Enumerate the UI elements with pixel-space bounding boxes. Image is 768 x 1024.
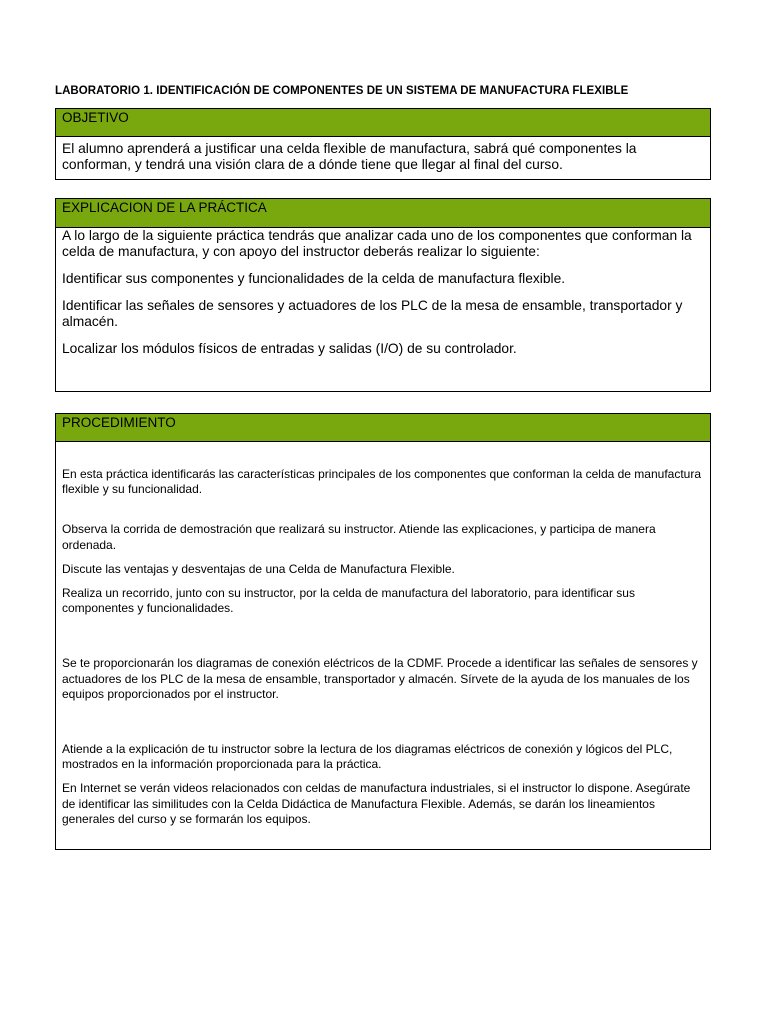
procedimiento-paragraph: En esta práctica identificarás las características principales de los componentes que conforman la celda de manufactura flexible y su funcionalidad. [62,467,702,497]
explicacion-paragraph: Localizar los módulos físicos de entradas y salidas (I/O) de su controlador. [62,341,517,356]
procedimiento-paragraph: Se te proporcionarán los diagramas de conexión eléctricos de la CDMF. Procede a identificar las señales de sensores y actuadores de los PLC de la mesa de ensamble, transportador y almacén. Sírvete de la ayuda de los manuales de los equipos proporcionados por el instructor. [62,656,698,701]
procedimiento-paragraph: Atiende a la explicación de tu instructor sobre la lectura de los diagramas eléctricos de conexión y lógicos del PLC, mostrados en la información proporcionada para la práctica. [62,742,673,772]
explicacion-paragraph: A lo largo de la siguiente práctica tendrás que analizar cada uno de los componentes que conforman la celda de manufactura, y con apoyo del instructor deberás realizar lo siguiente: [62,228,692,259]
explicacion-paragraph: Identificar las señales de sensores y actuadores de los PLC de la mesa de ensamble, transportador y almacén. [62,298,683,329]
procedimiento-paragraph: Realiza un recorrido, junto con su instructor, por la celda de manufactura del laboratorio, para identificar sus componentes y funcionalidades. [62,586,635,616]
procedimiento-header: PROCEDIMIENTO [56,414,710,442]
procedimiento-paragraph: Observa la corrida de demostración que realizará su instructor. Atiende las explicaciones, y participa de manera ordenada. [62,522,656,552]
objetivo-paragraph: El alumno aprenderá a justificar una celda flexible de manufactura, sabrá qué componentes la conforman, y tendrá una visión clara de a dónde tiene que llegar al final del curso. [62,141,637,172]
explicacion-paragraph: Identificar sus componentes y funcionalidades de la celda de manufactura flexible. [62,271,566,286]
objetivo-body [56,137,710,173]
objetivo-section [55,108,711,180]
explicacion-section [55,198,711,392]
procedimiento-body [56,442,710,827]
objetivo-header: OBJETIVO [56,109,710,137]
procedimiento-paragraph: En Internet se verán videos relacionados con celdas de manufactura industriales, si el instructor lo dispone. Asegúrate de identificar las similitudes con la Celda Didáctica de Manufactura Flexible. Además, se darán los lineamientos generales del curso y se formarán los equipos. [62,781,691,826]
document-title: LABORATORIO 1. IDENTIFICACIÓN DE COMPONENTES DE UN SISTEMA DE MANUFACTURA FLEXIBLE [55,85,629,97]
explicacion-body [56,228,710,357]
procedimiento-section [55,413,711,850]
procedimiento-paragraph: Discute las ventajas y desventajas de una Celda de Manufactura Flexible. [62,561,455,576]
explicacion-header: EXPLICACION DE LA PRÁCTICA [56,199,710,228]
